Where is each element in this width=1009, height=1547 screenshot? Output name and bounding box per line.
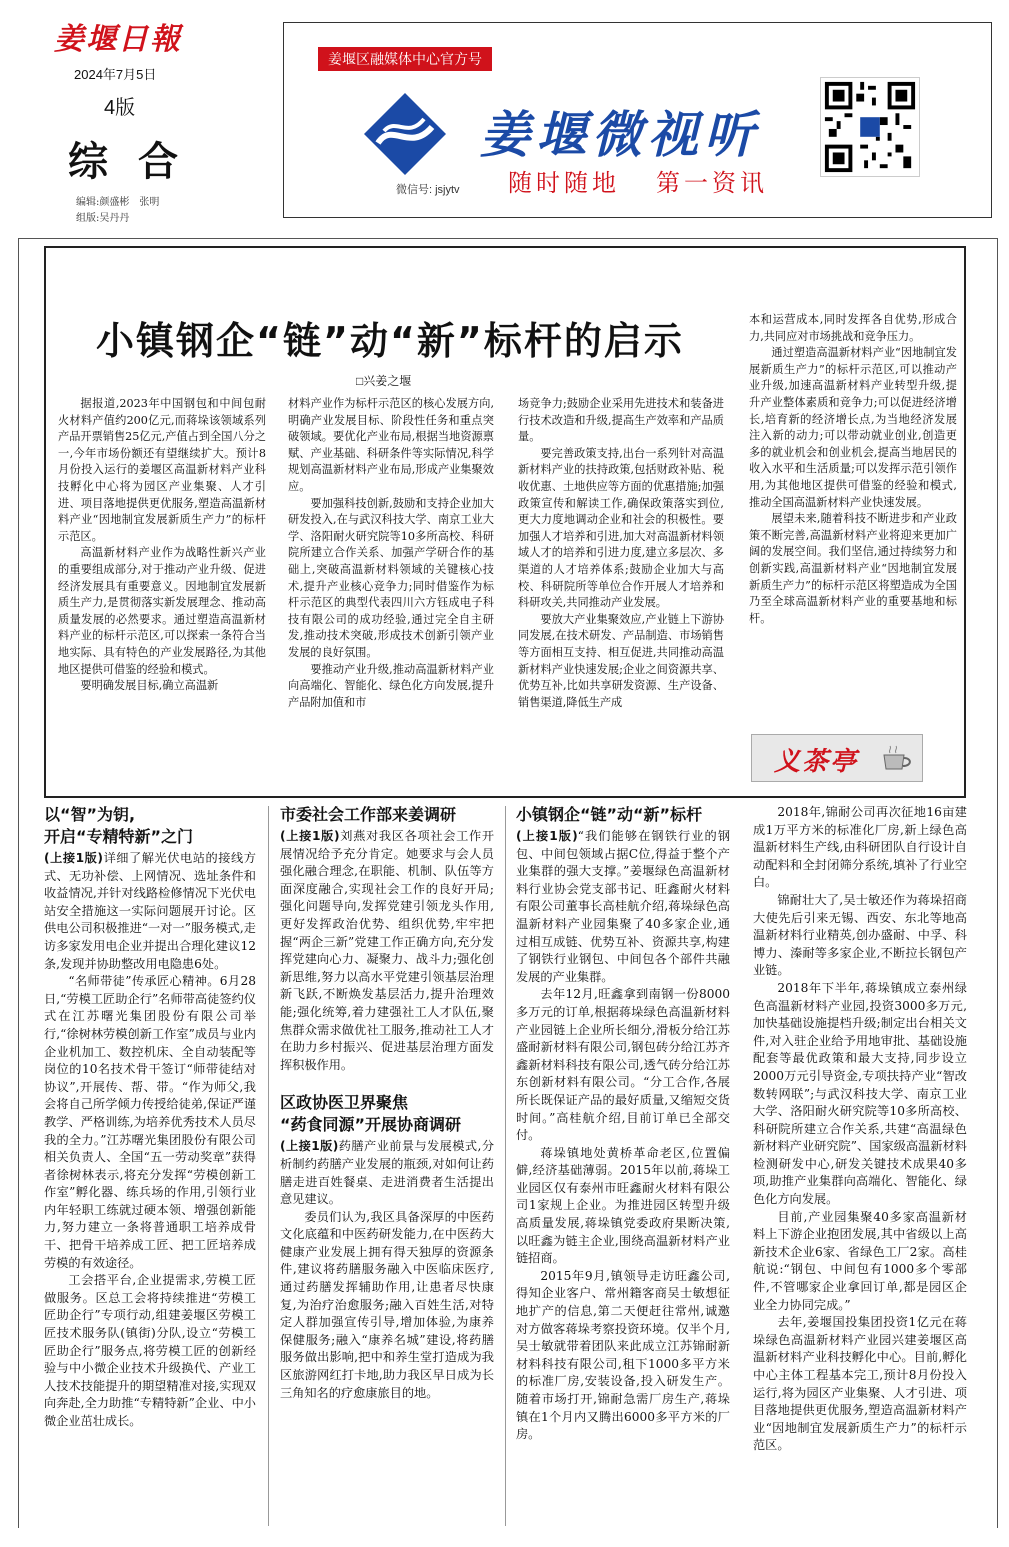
paragraph: 要放大产业集聚效应,产业链上下游协同发展,在技术研发、产品制造、市场销售等方面相互支持、相互促进,共同推动高温新材料产业快速发展;企业之间资源共享、优势互补,比如共享研发资源、生产设备、销售渠道,降低生产成	[518, 612, 724, 709]
article-title: 市委社会工作部来姜调研	[280, 805, 457, 824]
feature-column-4	[749, 312, 957, 627]
paragraph: 2015年9月,镇领导走访旺鑫公司,得知企业客户、常州籍客商吴士敏想征地扩产的信息,第二天便赶往常州,诚邀对方做客蒋垛考察投资环境。仅半个月,吴士敏就带着团队来此成立江苏锦耐新材料科技有限公司,租下1000多平方米的标准厂房,安装设备,投入研发生产。随着市场打开,锦耐急需厂房生产,蒋垛镇在1个月内又腾出6000多平方米的厂房。	[516, 1268, 730, 1442]
paragraph: 委员们认为,我区具备深厚的中医药文化底蕴和中医药研发能力,在中医药大健康产业发展上拥有得天独厚的资源条件,建议将药膳服务融入中医临床医疗,通过药膳发挥辅助作用,让患者尽快康复,为治疗治愈服务;融入百姓生活,对特定人群加强宣传引导,增加体验,为康养保健服务;融入“康养名城”建设,将药膳服务做出影响,把中和养生堂打造成为我区旅游网红打卡地,助力我区早日成为长三角知名的疗愈康旅目的地。	[280, 1209, 494, 1400]
paragraph: 去年12月,旺鑫拿到南钢一份8000多万元的订单,根据蒋垛绿色高温新材料产业园链上企业所长细分,滑板分给江苏盛耐新材料有限公司,钢包砖分给江苏齐鑫新材料科技有限公司,透气砖分给江苏东创新材料有限公司。“分工合作,各展所长既保证产品的最好质量,又缩短交货时间。”高桂航介绍,目前订单已全部交付。	[516, 987, 730, 1143]
ad-tag: 姜堰区融媒体中心官方号	[318, 47, 492, 71]
paragraph: 要明确发展目标,确立高温新	[80, 679, 219, 693]
paragraph: 场竞争力;鼓励企业采用先进技术和装备进行技术改造和升级,提高生产效率和产品质量。	[518, 397, 724, 444]
paragraph: 高温新材料产业作为战略性新兴产业的重要组成部分,对于推动产业升级、促进经济发展具有重要意义。因地制宜发展新质生产力,是贯彻落实新发展理念、推动高质量发展的必然要求。通过塑造高温新材料产业的标杆示范区,可以探索一条符合当地实际、具有特色的产业发展路径,为其他地区提供可借鉴的经验和模式。	[58, 546, 266, 676]
paragraph: 本和运营成本,同时发挥各自优势,形成合力,共同应对市场挑战和竞争压力。	[749, 313, 957, 343]
teacup-icon	[880, 745, 914, 773]
qr-code-icon	[820, 77, 920, 177]
ad-slogan-1: 随时随地	[508, 169, 620, 197]
article-lead: (上接1版)药膳产业前景与发展模式,分析制约药膳产业发展的瓶颈,对如何让药膳走进百姓餐桌、走进消费者生活提出意见建议。	[280, 1139, 494, 1207]
ad-slogan-2: 第一资讯	[656, 169, 768, 197]
page-number: 4版	[104, 97, 136, 119]
feature-column-1	[58, 396, 266, 695]
article-lead: (上接1版)详细了解光伏电站的接线方式、无功补偿、上网情况、选址条件和收益情况,并针对线路检修情况下光伏电站安全措施这一实际问题展开讨论。区供电公司积极推进“一对一”服务模式,走访多家发用电企业并提出合理化建议12条,发现并协助整改用电隐患6处。	[44, 851, 256, 971]
section-title: 综合	[68, 138, 208, 185]
masthead	[48, 14, 268, 224]
feature-column-3	[518, 396, 724, 711]
feature-article	[44, 246, 966, 798]
article-zhi-wei-yao	[44, 804, 256, 1524]
paragraph: 要完善政策支持,出台一系列针对高温新材料产业的扶持政策,包括财政补贴、税收优惠、土地供应等方面的优惠措施;加强政策宣传和解读工作,确保政策落实到位,更大力度地调动企业和社会的积极性。要加强人才培养和引进,加大对高温新材料领域人才的培养和引进力度,建立多层次、多渠道的人才培养体系;鼓励企业加大与高校、科研院所等单位合作开展人才培养和科研攻关,共同推动产业发展。	[518, 446, 724, 610]
ad-banner	[283, 22, 992, 218]
brand-logo-icon	[362, 91, 448, 177]
paragraph: 材料产业作为标杆示范区的核心发展方向,明确产业发展目标、阶段性任务和重点突破领域。要优化产业布局,根据当地资源禀赋、产业基础、科研条件等实际情况,科学规划高温新材料产业布局,形成产业集聚效应。	[288, 397, 494, 493]
paragraph: 通过塑造高温新材料产业“因地制宜发展新质生产力”的标杆示范区,可以推动产业升级,加速高温新材料产业转型升级,提升产业整体素质和竞争力;可以促进经济增长,培育新的经济增长点,为当地经济发展注入新的动力;可以带动就业创业,创造更多的就业机会和创业机会,提高当地居民的收入水平和生活质量;可以发挥示范引领作用,为其他地区提供可借鉴的经验和模式,推动全国高温新材料产业快速发展。	[749, 346, 957, 509]
article-lead: (上接1版)“我们能够在钢铁行业的钢包、中间包领域占据C位,得益于整个产业集群的强大支撑。”姜堰绿色高温新材料行业协会党支部书记、旺鑫耐火材料有限公司董事长高桂航介绍,蒋垛绿色高温新材料产业园集聚了40多家企业,通过相互成链、优势互补、资源共享,构建了钢铁行业钢包、中间包各个部件共融发展的产业集群。	[516, 829, 730, 984]
paragraph: 锦耐壮大了,吴士敏还作为蒋垛招商大使先后引来无锡、西安、东北等地高温新材料行业精英,创办盛耐、中孚、科博力、溱耐等多家企业,不断拉长钢包产业链。	[753, 892, 967, 978]
paragraph: 工会搭平台,企业提需求,劳模工匠做服务。区总工会将持续推进“劳模工匠助企行”专项行动,组建姜堰区劳模工匠技术服务队(镇街)分队,设立“劳模工匠助企行”服务点,将劳模工匠的创新经验与中小微企业技术升级换代、产业工人技术技能提升的期望精准对接,实现双向奔赴,全力助推“专精特新”企业、中小微企业茁壮成长。	[44, 1273, 256, 1428]
paragraph: “名师带徒”传承匠心精神。6月28日,“劳模工匠助企行”名师带高徒签约仪式在江苏曙光集团股份有限公司举行,“徐树林劳模创新工作室”成员与业内企业机加工、数控机床、全自动装配等岗位的10名技术骨干签订“师带徒结对协议”,开展传、帮、带。“作为师父,我会将自己所学倾力传授给徒弟,保证严谨教学、严格训练,为培养优秀技术人员尽我的全力。”江苏曙光集团股份有限公司相关负责人、全国“五一劳动奖章”获得者徐树林表示,将充分发挥“劳模创新工作室”孵化器、练兵场的作用,引领行业内年轻职工练就过硬本领、增强创新能力,努力建立一条将普通职工培养成骨干、把骨干培养成工匠、把工匠培养成劳模的有效途径。	[44, 974, 256, 1270]
issue-date: 2024年7月5日	[74, 67, 157, 82]
paragraph: 要推动产业升级,推动高温新材料产业向高端化、智能化、绿色化方向发展,提升产品附加值和市	[288, 662, 494, 709]
column-divider	[268, 806, 269, 1526]
paragraph: 目前,产业园集聚40多家高温新材料上下游企业抱团发展,其中省级以上高新技术企业6家、省绿色工厂2家。高桂航说:“钢包、中间包有1000多个零部件,不管哪家企业拿回订单,都是园区企业全力协同完成。”	[753, 1209, 967, 1312]
feature-column-2	[288, 396, 494, 711]
paragraph: 据报道,2023年中国钢包和中间包耐火材料产值约200亿元,而蒋垛该领域系列产品开票销售25亿元,产值占到全国八分之一,今年市场份额还有望继续扩大。预计8月份投入运行的姜堰区高温新材料产业科技孵化中心将为园区产业集聚、人才引进、项目落地提供更优服务,塑造高温新材料产业“因地制宜发展新质生产力”的标杆示范区。	[58, 397, 266, 543]
article-social-work	[280, 804, 494, 1524]
feature-byline: □兴姜之堰	[356, 374, 412, 388]
column-stamp-label: 义茶亭	[774, 747, 859, 777]
article-title: 小镇钢企“链”动“新”标杆	[516, 805, 703, 824]
paragraph: 展望未来,随着科技不断进步和产业政策不断完善,高温新材料产业将迎来更加广阔的发展空间。我们坚信,通过持续努力和创新实践,高温新材料产业“因地制宜发展新质生产力”的标杆示范区将塑造成为全国乃至全球高温新材料产业的重要基地和标杆。	[749, 512, 957, 625]
paragraph: 去年,姜堰国投集团投资1亿元在蒋垛绿色高温新材料产业园兴建姜堰区高温新材料产业科技孵化中心。目前,孵化中心主体工程基本完工,预计8月份投入运行,将为园区产业集聚、人才引进、项目落地提供更优服务,塑造高温新材料产业“因地制宜发展新质生产力”的标杆示范区。	[753, 1315, 967, 1453]
editor-credits	[76, 195, 268, 227]
article-steel-chain-continued	[753, 804, 967, 1524]
article-title: 区政协医卫界聚焦 “药食同源”开展协商调研	[280, 1093, 462, 1135]
editors-line: 编辑:颜盛彬 张明	[76, 197, 160, 208]
layout-line: 组版:吴丹丹	[76, 213, 130, 224]
column-divider	[505, 806, 506, 1526]
paragraph: 2018年,锦耐公司再次征地16亩建成1万平方米的标准化厂房,新上绿色高温新材料生产线,由科研团队自行设计自动配料和全封闭筛分系统,填补了行业空白。	[753, 805, 967, 890]
ad-wechat: 微信号: jsjytv	[396, 184, 460, 196]
feature-headline: 小镇钢企“链”动“新”标杆的启示	[96, 319, 684, 363]
paragraph: 2018年下半年,蒋垛镇成立泰州绿色高温新材料产业园,投资3000多万元,加快基础设施提档升级;制定出台相关文件,对入驻企业给予用地审批、基础设施配套等最优政策和最大支持,同步设立2000万元引导资金,专项扶持产业“智改数转网联”;与武汉科技大学、南京工业大学、洛阳耐火研究院等10多所高校、科研院所建立合作关系,共建“高温绿色新材料产业研究院”、国家级高温新材料检测研发中心,研发关键技术成果40多项,助推产业集群向高端化、智能化、绿色化方向发展。	[753, 980, 967, 1207]
column-stamp	[751, 734, 923, 782]
article-lead: (上接1版)刘燕对我区各项社会工作开展情况给予充分肯定。她要求与会人员强化融合理念,在职能、机制、队伍等方面深度融合,实现社会工作的良好开局;强化问题导向,发挥党建引领龙头作用,更好发挥政治优势、组织优势,牢牢把握“两企三新”党建工作正确方向,充分发挥党建向心力、凝聚力、战斗力;强化创新思维,努力以高水平党建引领基层治理新飞跃,不断焕发基层活力,提升治理效能;强化统筹,着力建强社工人才队伍,聚焦群众需求做优社工服务,推动社工人才在助力乡村振兴、促进基层治理方面发挥积极作用。	[280, 829, 494, 1072]
paragraph: 蒋垛镇地处黄桥革命老区,位置偏僻,经济基础薄弱。2015年以前,蒋垛工业园区仅有泰州市旺鑫耐火材料有限公司1家规上企业。为推进园区转型升级高质量发展,蒋垛镇党委政府果断决策,以旺鑫为链主企业,围绕高温新材料产业链招商。	[516, 1145, 730, 1266]
paragraph: 要加强科技创新,鼓励和支持企业加大研发投入,在与武汉科技大学、南京工业大学、洛阳耐火研究院等10多所高校、科研院所建立合作关系、加强产学研合作的基础上,突破高温新材料领域的关键核心技术,提升产业核心竞争力;同时借鉴作为标杆示范区的典型代表四川六方钰成电子科技有限公司的成功经验,通过完全自主研发,推动技术突破,形成技术创新引领产业发展的良好氛围。	[288, 496, 494, 659]
paper-name: 姜堰日報	[54, 22, 182, 57]
article-title: 以“智”为钥, 开启“专精特新”之门	[44, 805, 194, 846]
ad-brand: 姜堰微视听	[480, 105, 760, 164]
article-steel-chain	[516, 804, 730, 1524]
